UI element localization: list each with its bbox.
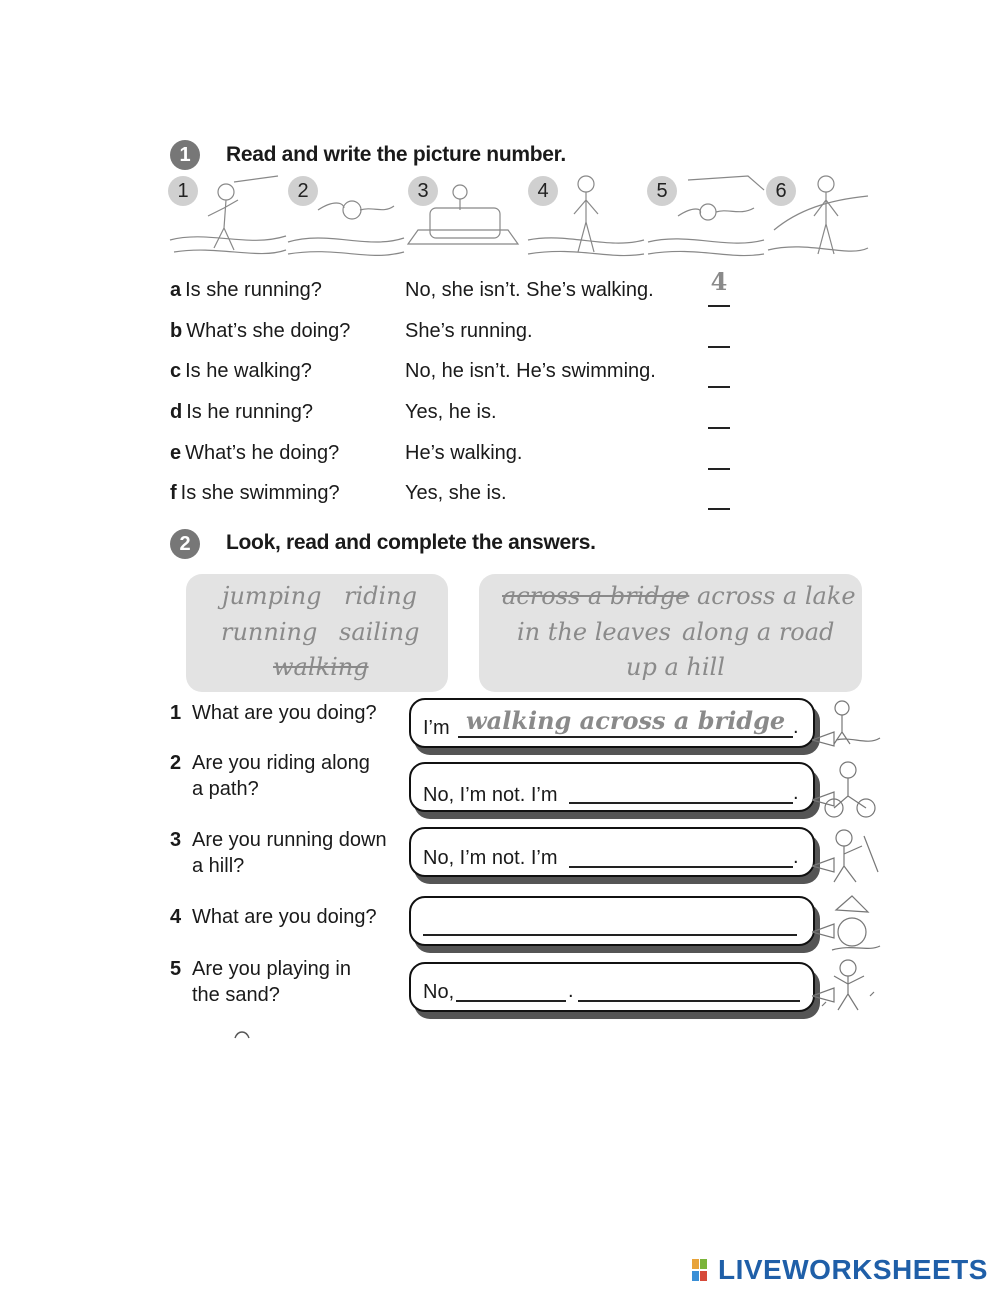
answer-input-a[interactable]: 4	[710, 267, 728, 296]
row-letter: a	[170, 279, 182, 301]
answer-blank-f[interactable]	[708, 508, 730, 510]
answer-prefix: No, I’m not. I’m	[423, 784, 558, 806]
answer-blank-b[interactable]	[708, 346, 730, 348]
question-4-text	[192, 904, 377, 930]
answer-bubble-2	[409, 762, 815, 812]
row-letter: f	[170, 482, 177, 504]
answer-blank-d[interactable]	[708, 427, 730, 429]
row-question: Is she swimming?	[180, 482, 340, 504]
question-line: What are you doing?	[192, 906, 377, 928]
question-1-number: 1	[170, 702, 182, 724]
row-question: What’s she doing?	[186, 320, 351, 342]
question-4-number: 4	[170, 906, 182, 928]
picture-number-3: 3	[408, 176, 438, 206]
picture-number-1: 1	[168, 176, 198, 206]
answer-blank-e[interactable]	[708, 468, 730, 470]
picture-sketches	[168, 170, 870, 265]
row-answer: Yes, she is.	[405, 482, 507, 504]
answer-blank-c[interactable]	[708, 386, 730, 388]
word-sailing: sailing	[339, 618, 420, 646]
row-letter: c	[170, 360, 182, 382]
full-stop: .	[793, 716, 799, 738]
answer-bubble-3	[409, 827, 815, 877]
word-up-a-hill: up a hill	[626, 653, 725, 681]
picture-number-5: 5	[647, 176, 677, 206]
answer-bubble-5	[409, 962, 815, 1012]
answer-line-3[interactable]	[569, 866, 793, 868]
picture-number-2: 2	[288, 176, 318, 206]
verb-word-box	[186, 574, 448, 692]
answer-line-2[interactable]	[569, 802, 793, 804]
exercise-2-number: 2	[170, 529, 200, 559]
row-answer: No, she isn’t. She’s walking.	[405, 279, 654, 301]
word-along-a-road: along a road	[682, 618, 835, 646]
answer-line-4[interactable]	[423, 934, 797, 936]
question-line: a hill?	[192, 855, 245, 877]
question-2-number: 2	[170, 752, 182, 774]
word-across-a-bridge-crossed: across a bridge	[502, 582, 690, 610]
row-letter: b	[170, 320, 183, 342]
answer-prefix: I’m	[423, 717, 450, 739]
question-line: What are you doing?	[192, 702, 377, 724]
answer-prefix: No, I’m not. I’m	[423, 847, 558, 869]
question-line: Are you riding along	[192, 752, 370, 774]
answer-bubble-1	[409, 698, 815, 748]
liveworksheets-brand[interactable]: LIVEWORKSHEETS	[718, 1254, 988, 1285]
stray-mark	[234, 1030, 250, 1040]
question-5-number: 5	[170, 958, 182, 980]
full-stop: .	[793, 782, 799, 804]
child-sketches	[812, 696, 882, 1016]
question-line: Are you playing in	[192, 958, 351, 980]
answer-input-1[interactable]: walking across a bridge	[466, 706, 786, 735]
row-question: Is she running?	[185, 279, 322, 301]
word-in-the-leaves: in the leaves	[517, 618, 671, 646]
question-3-number: 3	[170, 829, 182, 851]
exercise-1-title: Read and write the picture number.	[226, 143, 566, 166]
answer-blank-a[interactable]	[708, 305, 730, 307]
question-line: a path?	[192, 778, 259, 800]
row-question: What’s he doing?	[185, 442, 340, 464]
row-letter: d	[170, 401, 183, 423]
question-2-text	[192, 750, 370, 802]
word-running: running	[221, 618, 318, 646]
row-question: Is he running?	[186, 401, 313, 423]
answer-line-1[interactable]	[458, 736, 793, 738]
place-word-box	[479, 574, 862, 692]
picture-number-6: 6	[766, 176, 796, 206]
exercise-1-number: 1	[170, 140, 200, 170]
row-answer: No, he isn’t. He’s swimming.	[405, 360, 656, 382]
answer-prefix: No,	[423, 981, 455, 1003]
question-line: Are you running down	[192, 829, 387, 851]
question-5-text	[192, 956, 351, 1008]
answer-line-5b[interactable]	[578, 1000, 800, 1002]
row-answer: Yes, he is.	[405, 401, 497, 423]
word-walking-crossed: walking	[273, 653, 369, 681]
row-answer: He’s walking.	[405, 442, 523, 464]
row-answer: She’s running.	[405, 320, 533, 342]
word-riding: riding	[344, 582, 418, 610]
word-across-a-lake: across a lake	[697, 582, 856, 610]
answer-line-5a[interactable]	[456, 1000, 566, 1002]
answer-bubble-4	[409, 896, 815, 946]
full-stop: .	[793, 846, 799, 868]
question-1-text	[192, 700, 377, 726]
exercise-2-title: Look, read and complete the answers.	[226, 531, 596, 554]
question-3-text	[192, 827, 387, 879]
full-stop: .	[568, 980, 574, 1002]
picture-strip	[168, 170, 870, 265]
row-letter: e	[170, 442, 182, 464]
picture-number-4: 4	[528, 176, 558, 206]
row-question: Is he walking?	[185, 360, 312, 382]
word-jumping: jumping	[222, 582, 322, 610]
question-line: the sand?	[192, 984, 280, 1006]
liveworksheets-logo-icon	[692, 1259, 716, 1281]
